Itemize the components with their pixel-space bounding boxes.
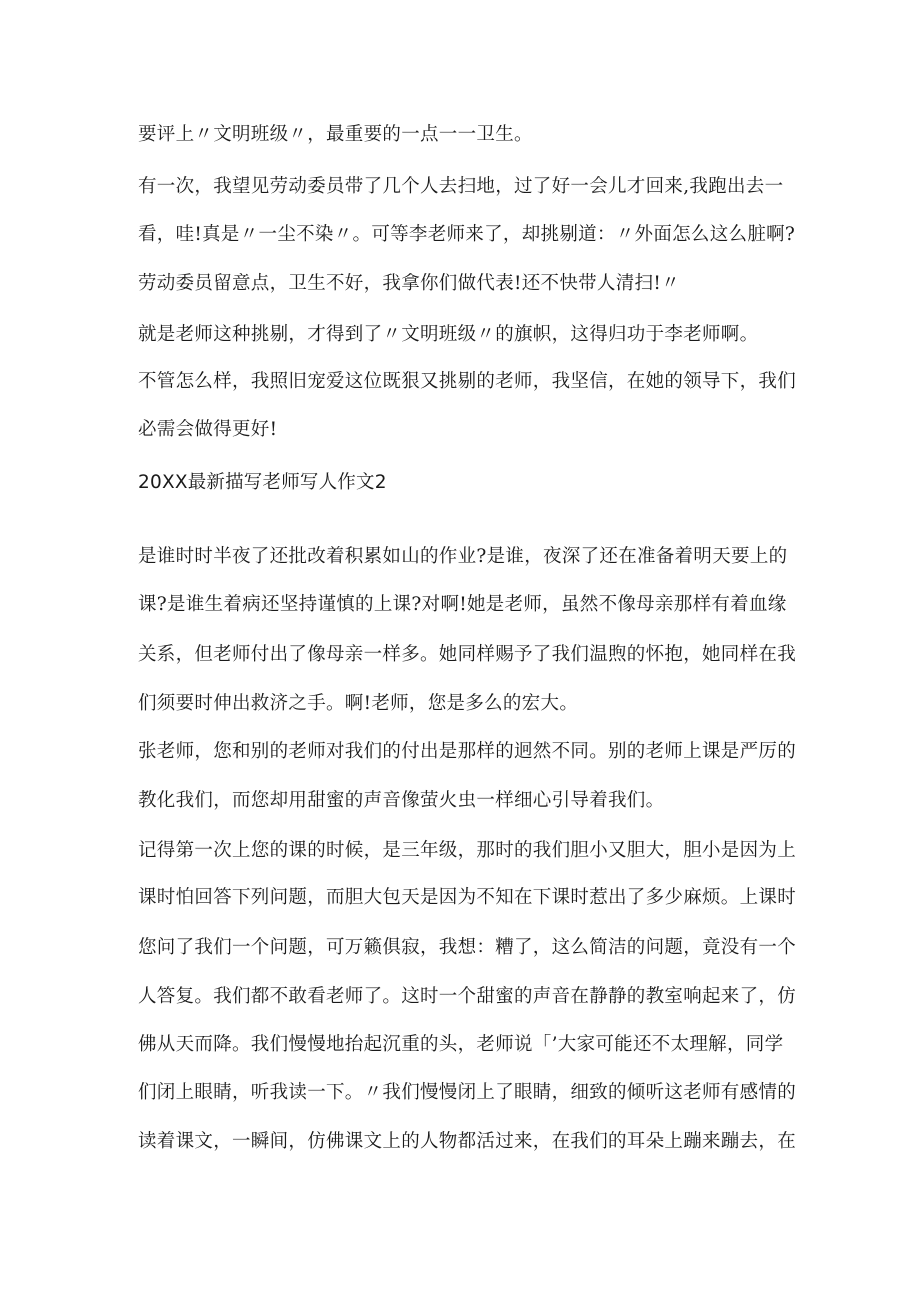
- paragraph-line: 要评上〃文明班级〃，最重要的一点一一卫生。: [138, 124, 533, 145]
- paragraph-line: 课时怕回答下列问题，而胆大包天是因为不知在下课时惹出了多少麻烦。上课时: [138, 887, 797, 908]
- paragraph-line: 张老师，您和别的老师对我们的付出是那样的迥然不同。别的老师上课是严厉的: [138, 741, 797, 762]
- paragraph-line: 关系，但老师付出了像母亲一样多。她同样赐予了我们温煦的怀抱，她同样在我: [138, 644, 797, 665]
- paragraph-line: 必需会做得更好!: [138, 419, 278, 440]
- paragraph-line: 们须要时伸出救济之手。啊!老师，您是多么的宏大。: [138, 693, 579, 714]
- paragraph-line: 就是老师这种挑剔，才得到了〃文明班级〃的旗帜，这得归功于李老师啊。: [138, 324, 759, 345]
- paragraph-line: 有一次，我望见劳动委员带了几个人去扫地，过了好一会儿才回来,我跑出去一: [138, 176, 784, 197]
- paragraph-line: 不管怎么样，我照旧宠爱这位既狠又挑剔的老师，我坚信，在她的领导下，我们: [138, 371, 797, 392]
- section-heading: 20XX最新描写老师写人作文2: [138, 472, 387, 493]
- paragraph-line: 佛从天而降。我们慢慢地抬起沉重的头，老师说「’大家可能还不太理解，同学: [138, 1034, 784, 1055]
- paragraph-line: 读着课文，一瞬间，仿佛课文上的人物都活过来，在我们的耳朵上蹦来蹦去，在: [138, 1131, 797, 1152]
- paragraph-line: 看，哇!真是〃一尘不染〃。可等李老师来了，却挑剔道：〃外面怎么这么脏啊?: [138, 224, 796, 245]
- paragraph-line: 记得第一次上您的课的时候，是三年级，那时的我们胆小又胆大，胆小是因为上: [138, 840, 797, 861]
- paragraph-line: 劳动委员留意点，卫生不好，我拿你们做代表!还不快带人清扫!〃: [138, 273, 680, 294]
- paragraph-line: 们闭上眼睛，听我读一下。〃我们慢慢闭上了眼睛，细致的倾听这老师有感情的: [138, 1082, 797, 1103]
- paragraph-line: 是谁时时半夜了还批改着积累如山的作业?是谁，夜深了还在准备着明天要上的: [138, 546, 788, 567]
- paragraph-line: 教化我们，而您却用甜蜜的声音像萤火虫一样细心引导着我们。: [138, 790, 665, 811]
- paragraph-line: 课?是谁生着病还坚持谨慎的上课?对啊!她是老师，虽然不像母亲那样有着血缘: [138, 594, 787, 615]
- paragraph-line: 人答复。我们都不敢看老师了。这时一个甜蜜的声音在静静的教室响起来了，仿: [138, 986, 797, 1007]
- paragraph-line: 您问了我们一个问题，可万籁俱寂，我想：糟了，这么简洁的问题，竟没有一个: [138, 937, 797, 958]
